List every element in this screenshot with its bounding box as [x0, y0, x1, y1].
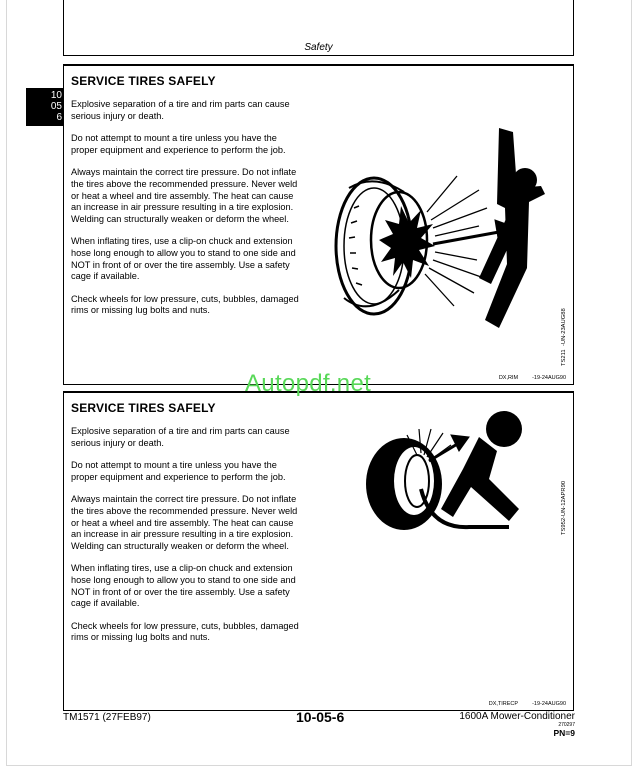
section-body	[71, 426, 323, 655]
page-header	[63, 0, 574, 56]
paragraph: Explosive separation of a tire and rim parts can cause serious injury or death.	[71, 99, 290, 121]
safety-section-rim	[63, 64, 574, 385]
safety-section-tire-cage	[63, 391, 574, 711]
footer-small-code: 270297	[558, 722, 575, 728]
figure-code-suffix: -UN-23AUG88	[561, 308, 567, 346]
doc-date: -19-24AUG90	[532, 701, 566, 707]
paragraph: Do not attempt to mount a tire unless you have the proper equipment and experience to perform the job.	[71, 133, 286, 155]
paragraph: Always maintain the correct tire pressure. Do not inflate the tires above the recommended pressure. Never weld or heat a wheel and tire assembly. The heat can cause an increase in air pressure resulting in a tire explosion. Welding can structurally weaken or deform the wheel.	[71, 167, 298, 224]
paragraph: Check wheels for low pressure, cuts, bubbles, damaged rims or missing lug bolts and nuts.	[71, 620, 299, 643]
footer-right	[459, 711, 575, 738]
section-tab-line1: 10	[50, 90, 62, 101]
doc-code: DX,RIM	[498, 375, 519, 381]
person-silhouette	[479, 128, 545, 328]
watermark: Autopdf.net	[245, 370, 372, 397]
footer-pn: PN=9	[553, 728, 575, 738]
person-silhouette	[441, 411, 522, 521]
section-tab-line3: 6	[56, 112, 62, 123]
section-title: SERVICE TIRES SAFELY	[71, 401, 216, 415]
footer-page-number: 10-05-6	[296, 709, 345, 725]
document-reference	[499, 375, 566, 381]
header-title: Safety	[304, 42, 333, 53]
paragraph: Always maintain the correct tire pressure. Do not inflate the tires above the recommended pressure. Never weld or heat a wheel and tire assembly. The heat can cause an increase in air pressure resulting in a tire explosion. Welding can structurally weaken or deform the wheel.	[71, 494, 298, 551]
paragraph: Check wheels for low pressure, cuts, bubbles, damaged rims or missing lug bolts and nuts.	[71, 293, 299, 316]
doc-code: DX,TIRECP	[488, 701, 519, 707]
doc-date: -19-24AUG90	[532, 375, 566, 381]
figure-code: TS211	[561, 349, 567, 366]
figure-code-suffix: -UN-12APR90	[561, 480, 567, 518]
tire-explosion-illustration	[329, 128, 549, 338]
section-tab-line2: 05	[50, 101, 62, 112]
footer-manual-id: TM1571 (27FEB97)	[63, 712, 151, 723]
section-tab	[26, 88, 64, 126]
figure-code: TS952	[561, 517, 567, 535]
paragraph: Explosive separation of a tire and rim parts can cause serious injury or death.	[71, 426, 290, 448]
footer-product: 1600A Mower-Conditioner	[459, 711, 575, 722]
paragraph: Do not attempt to mount a tire unless you have the proper equipment and experience to perform the job.	[71, 460, 286, 482]
paragraph: When inflating tires, use a clip-on chuck and extension hose long enough to allow you to stand to one side and NOT in front of or over the tire assembly. Use a safety cage if available.	[71, 563, 296, 609]
section-body	[71, 99, 323, 328]
tire-inflation-illustration	[359, 399, 549, 539]
arrow-graphic	[429, 435, 469, 461]
paragraph: When inflating tires, use a clip-on chuck and extension hose long enough to allow you to stand to one side and NOT in front of or over the tire assembly. Use a safety cage if available.	[71, 236, 296, 282]
section-title: SERVICE TIRES SAFELY	[71, 74, 216, 88]
document-reference	[489, 701, 566, 707]
